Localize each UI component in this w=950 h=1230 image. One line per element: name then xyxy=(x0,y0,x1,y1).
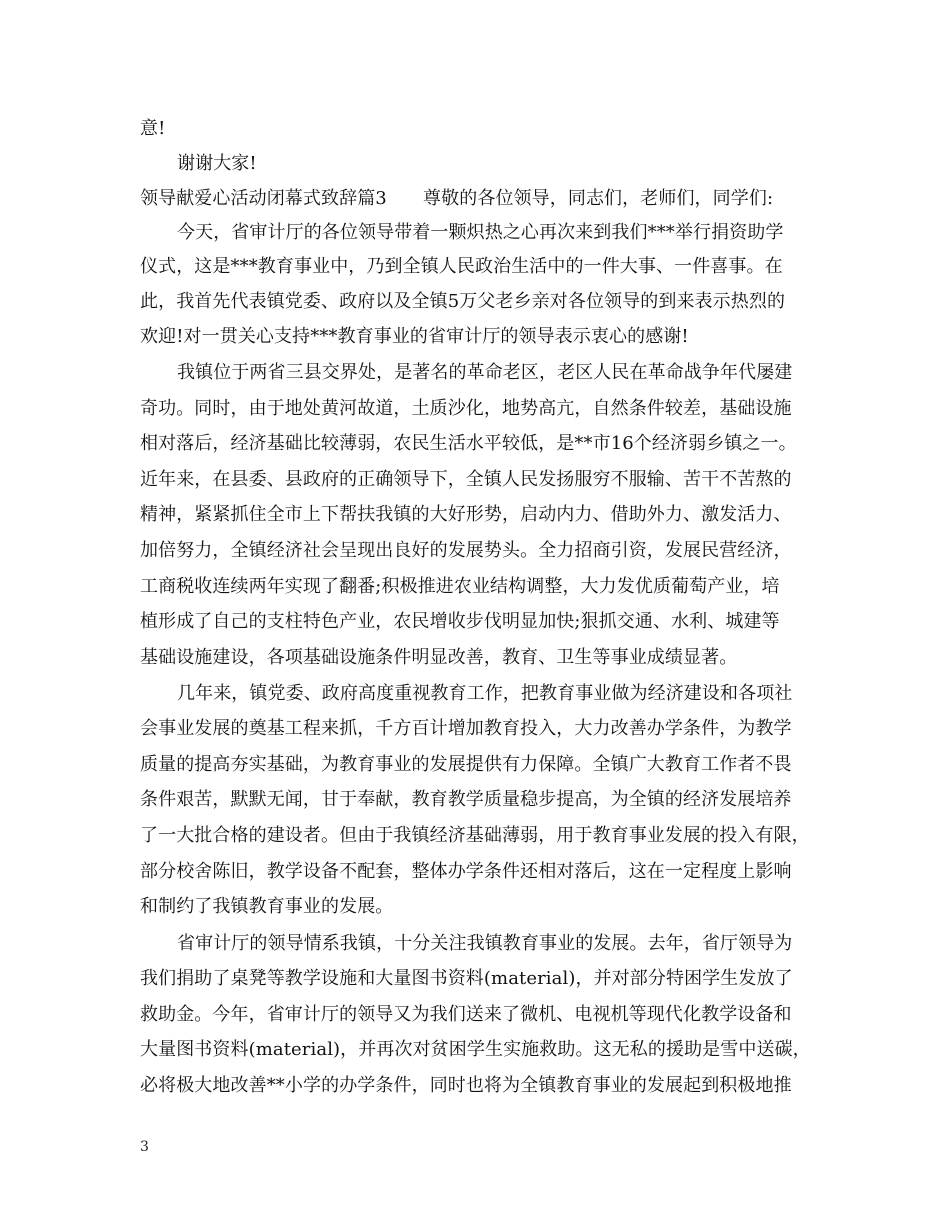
text-line: 我镇位于两省三县交界处，是著名的革命老区，老区人民在革命战争年代屡建 xyxy=(177,362,793,383)
text-line: 工商税收连续两年实现了翻番;积极推进农业结构调整，大力发优质葡萄产业，培 xyxy=(140,576,780,597)
text-line: 省审计厅的领导情系我镇，十分关注我镇教育事业的发展。去年，省厅领导为 xyxy=(177,933,793,954)
text-line: 精神，紧紧抓住全市上下帮扶我镇的大好形势，启动内力、借助外力、激发活力、 xyxy=(140,504,792,525)
text-line: 和制约了我镇教育事业的发展。 xyxy=(140,896,394,917)
text-line: 奇功。同时，由于地处黄河故道，土质沙化，地势高亢，自然条件较差，基础设施 xyxy=(140,398,792,419)
text-line: 近年来，在县委、县政府的正确领导下，全镇人民发扬服穷不服输、苦干不苦熬的 xyxy=(140,469,792,490)
page-number: 3 xyxy=(140,1139,149,1155)
text-line: 今天，省审计厅的各位领导带着一颗炽热之心再次来到我们***举行捐资助学 xyxy=(177,222,784,243)
text-line: 相对落后，经济基础比较薄弱，农民生活水平较低，是**市16个经济弱乡镇之一。 xyxy=(140,433,797,454)
text-line: 部分校舍陈旧，教学设备不配套，整体办学条件还相对落后，这在一定程度上影响 xyxy=(140,861,792,882)
text-line: 会事业发展的奠基工程来抓，千方百计增加教育投入，大力改善办学条件，为教学 xyxy=(140,718,792,739)
text-line: 谢谢大家! xyxy=(177,153,257,174)
text-line: 此，我首先代表镇党委、政府以及全镇5万父老乡亲对各位领导的到来表示热烈的 xyxy=(140,291,786,312)
text-line: 质量的提高夯实基础，为教育事业的发展提供有力保障。全镇广大教育工作者不畏 xyxy=(140,754,792,775)
text-line: 条件艰苦，默默无闻，甘于奉献，教育教学质量稳步提高，为全镇的经济发展培养 xyxy=(140,789,792,810)
text-line: 植形成了自己的支柱特色产业，农民增收步伐明显加快;狠抓交通、水利、城建等 xyxy=(140,611,780,632)
text-line: 了一大批合格的建设者。但由于我镇经济基础薄弱，用于教育事业发展的投入有限， xyxy=(140,825,810,846)
text-line: 欢迎!对一贯关心支持***教育事业的省审计厅的领导表示衷心的感谢! xyxy=(140,326,689,347)
text-line: 意! xyxy=(140,118,166,139)
text-line: 我们捐助了桌凳等教学设施和大量图书资料(material)，并对部分特困学生发放了 xyxy=(140,968,793,989)
text-line: 必将极大地改善**小学的办学条件，同时也将为全镇教育事业的发展起到积极地推 xyxy=(140,1075,792,1096)
text-line: 仪式，这是***教育事业中，乃到全镇人民政治生活中的一件大事、一件喜事。在 xyxy=(140,256,783,277)
text-line: 几年来，镇党委、政府高度重视教育工作，把教育事业做为经济建设和各项社 xyxy=(177,683,793,704)
text-line: 大量图书资料(material)，并再次对贫困学生实施救助。这无私的援助是雪中送碳， xyxy=(140,1039,811,1060)
text-line: 救助金。今年，省审计厅的领导又为我们送来了微机、电视机等现代化教学设备和 xyxy=(140,1004,792,1025)
text-line: 基础设施建设，各项基础设施条件明显改善，教育、卫生等事业成绩显著。 xyxy=(140,647,738,668)
text-line: 领导献爱心活动闭幕式致辞篇3 尊敬的各位领导，同志们，老师们，同学们: xyxy=(140,188,774,209)
text-line: 加倍努力，全镇经济社会呈现出良好的发展势头。全力招商引资，发展民营经济， xyxy=(140,540,792,561)
